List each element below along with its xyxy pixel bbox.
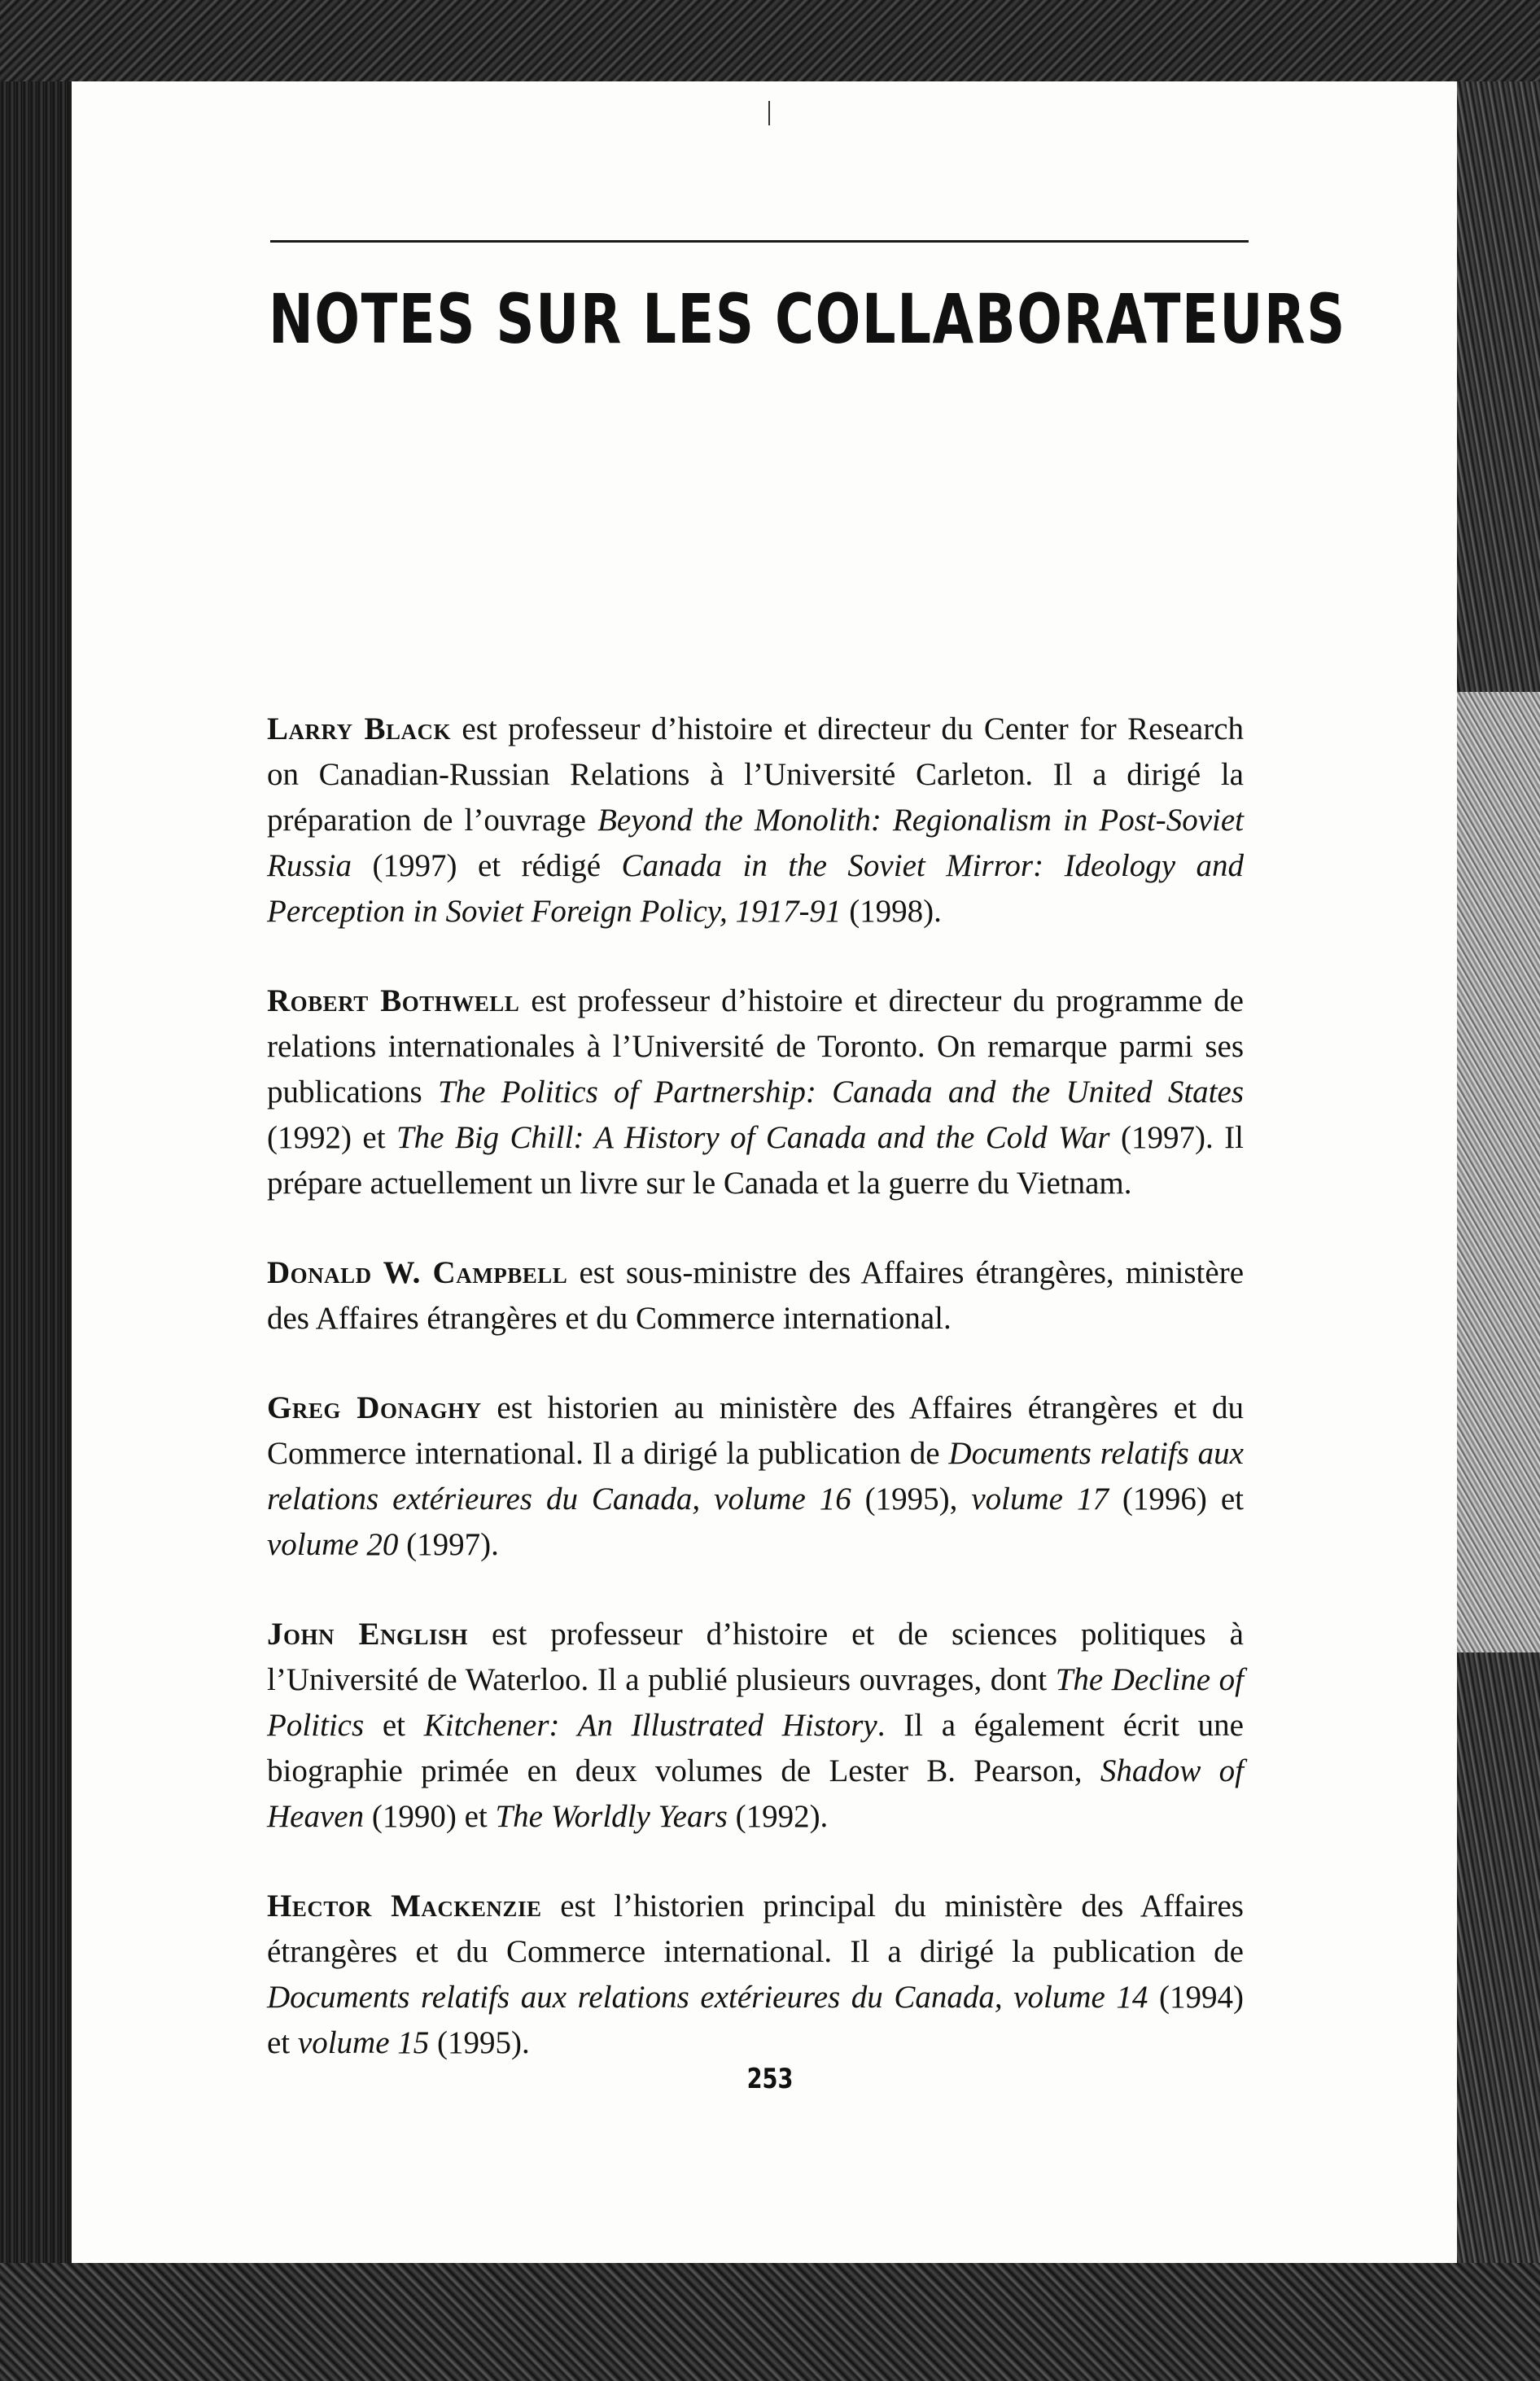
contributor-list — [267, 707, 1244, 2110]
scan-mark — [768, 101, 770, 125]
work-title: Canada in the Soviet Mirror: Ideology and Perception in Soviet Foreign Policy, 1917-91 — [267, 848, 1244, 929]
bio-text: est professeur d’histoire et de sciences politiques à l’Université de Waterloo. Il a publié plusieurs ouvrages, dont — [267, 1617, 1244, 1697]
work-title: Shadow of Heaven — [267, 1753, 1244, 1834]
contributor-entry — [267, 978, 1244, 1206]
bio-text: (1995). — [429, 2025, 530, 2060]
work-title: Kitchener: An Illustrated History — [423, 1708, 877, 1743]
contributor-name: Donald W. Campbell — [267, 1255, 568, 1290]
bio-text: (1992) et — [267, 1120, 396, 1155]
contributor-entry — [267, 1612, 1244, 1840]
bio-text: (1997) et rédigé — [352, 848, 622, 883]
scan-border-top — [0, 0, 1540, 81]
scan-noise-right — [1457, 692, 1540, 1652]
contributor-name: Larry Black — [267, 711, 451, 746]
work-title: volume 17 — [971, 1482, 1109, 1517]
bio-text: (1994) et — [267, 1980, 1244, 2060]
work-title: Documents relatifs aux relations extérieures du Canada, volume 14 — [267, 1980, 1148, 2015]
work-title: The Big Chill: A History of Canada and the Cold War — [396, 1120, 1110, 1155]
work-title: volume 15 — [297, 2025, 430, 2060]
contributor-entry — [267, 707, 1244, 934]
work-title: The Politics of Partnership: Canada and the United States — [437, 1075, 1244, 1110]
bio-text: (1990) et — [364, 1799, 496, 1834]
bio-text: est professeur d’histoire et directeur du Center for Research on Canadian-Russian Relations à l’Université Carleton. Il a dirigé la préparation de l’ouvrage — [267, 711, 1245, 838]
work-title: volume 20 — [267, 1527, 399, 1562]
bio-text: (1998). — [841, 894, 942, 929]
bio-text: est sous-ministre des Affaires étrangères, ministère des Affaires étrangères et du Commerce international. — [267, 1255, 1245, 1336]
bio-text: et — [364, 1708, 424, 1743]
contributor-name: John English — [267, 1617, 469, 1652]
bio-text: (1997). Il prépare actuellement un livre sur le Canada et la guerre du Vietnam. — [267, 1120, 1244, 1201]
contributor-name: Robert Bothwell — [267, 983, 520, 1018]
contributor-name: Hector Mackenzie — [267, 1889, 542, 1924]
bio-text: (1995), — [851, 1482, 972, 1517]
work-title: Documents relatifs aux relations extérieures du Canada, volume 16 — [267, 1436, 1244, 1517]
bio-text: (1996) et — [1108, 1482, 1245, 1517]
scan-border-bottom — [0, 2263, 1540, 2381]
work-title: The Worldly Years — [495, 1799, 728, 1834]
contributor-entry — [267, 1250, 1244, 1342]
page-number: 253 — [746, 2063, 794, 2095]
bio-text: est l’historien principal du ministère des Affaires étrangères et du Commerce international. Il a dirigé la publication de — [267, 1889, 1244, 1969]
bio-text: est professeur d’histoire et directeur du programme de relations internationales à l’Université de Toronto. On remarque parmi ses publications — [267, 983, 1244, 1110]
bio-text: est historien au ministère des Affaires étrangères et du Commerce international. Il a dirigé la publication de — [267, 1390, 1244, 1471]
contributor-entry — [267, 1385, 1244, 1568]
bio-text: (1992). — [727, 1799, 829, 1834]
bio-text: (1997). — [398, 1527, 499, 1562]
header-rule — [270, 240, 1249, 243]
bio-text: . Il a également écrit une biographie primée en deux volumes de Lester B. Pearson, — [267, 1708, 1244, 1788]
page-title: NOTES SUR LES COLLABORATEURS — [269, 279, 1346, 359]
page-left-edge — [68, 81, 72, 2263]
work-title: Beyond the Monolith: Regionalism in Post-Soviet Russia — [267, 803, 1244, 883]
contributor-entry — [267, 1884, 1244, 2066]
work-title: The Decline of Politics — [267, 1662, 1244, 1743]
contributor-name: Greg Donaghy — [267, 1390, 482, 1425]
